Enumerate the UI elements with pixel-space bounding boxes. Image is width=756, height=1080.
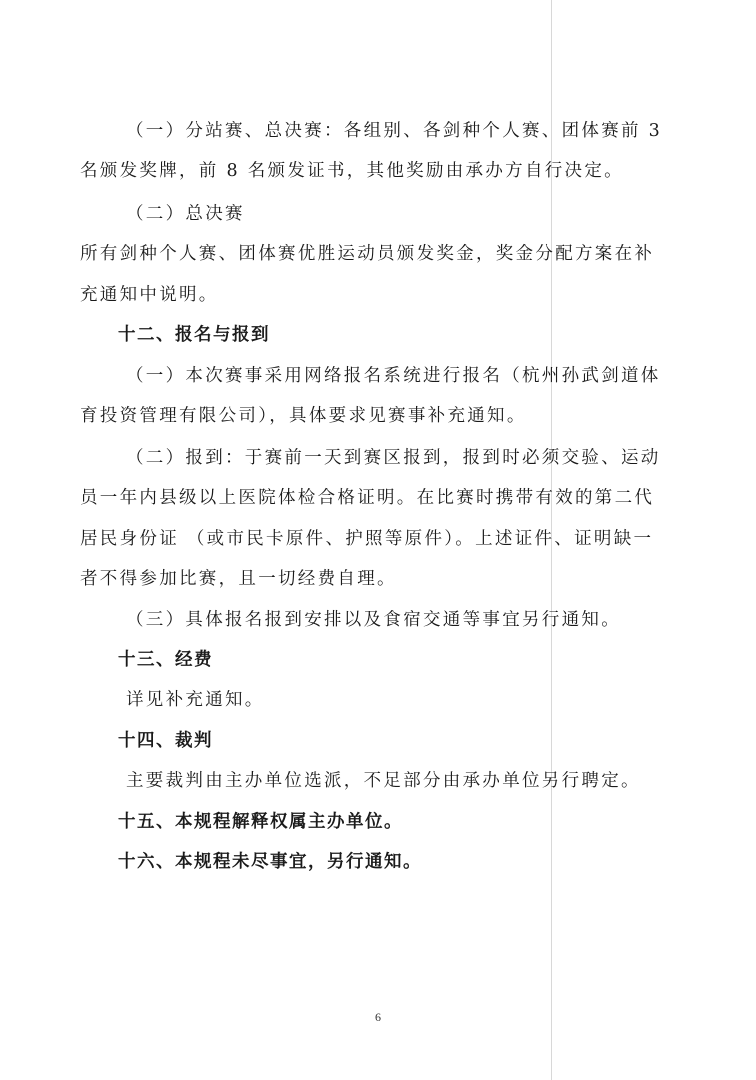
heading-other-matters: 十六、本规程未尽事宜，另行通知。 [118, 852, 422, 872]
para-registration-2-line2: 员一年内县级以上医院体检合格证明。在比赛时携带有效的第二代 [80, 488, 655, 508]
heading-registration: 十二、报名与报到 [118, 325, 270, 345]
para-registration-2-line3: 居民身份证 （或市民卡原件、护照等原件）。上述证件、证明缺一 [80, 529, 654, 549]
para-registration-1-line1: （一）本次赛事采用网络报名系统进行报名（杭州孙武剑道体 [126, 366, 661, 386]
para-expenses: 详见补充通知。 [126, 690, 265, 710]
heading-interpretation: 十五、本规程解释权属主办单位。 [118, 812, 403, 832]
para-registration-1-line2: 育投资管理有限公司），具体要求见赛事补充通知。 [80, 406, 527, 426]
para-awards-stage-line1: （一）分站赛、总决赛：各组别、各剑种个人赛、团体赛前 3 [126, 121, 663, 141]
para-registration-2-line4: 者不得参加比赛，且一切经费自理。 [80, 569, 397, 589]
para-finals-title: （二）总决赛 [126, 204, 245, 224]
para-referees: 主要裁判由主办单位选派，不足部分由承办单位另行聘定。 [126, 771, 641, 791]
para-registration-2-line1: （二）报到：于赛前一天到赛区报到，报到时必须交验、运动 [126, 448, 661, 468]
heading-expenses: 十三、经费 [118, 650, 213, 670]
page-number: 6 [375, 1010, 381, 1024]
para-finals-line1: 所有剑种个人赛、团体赛优胜运动员颁发奖金，奖金分配方案在补 [80, 244, 655, 264]
heading-referees: 十四、裁判 [118, 731, 213, 751]
para-awards-stage-line2: 名颁发奖牌，前 8 名颁发证书，其他奖励由承办方自行决定。 [80, 161, 624, 181]
para-finals-line2: 充通知中说明。 [80, 285, 219, 305]
para-registration-3: （三）具体报名报到安排以及食宿交通等事宜另行通知。 [126, 610, 621, 630]
